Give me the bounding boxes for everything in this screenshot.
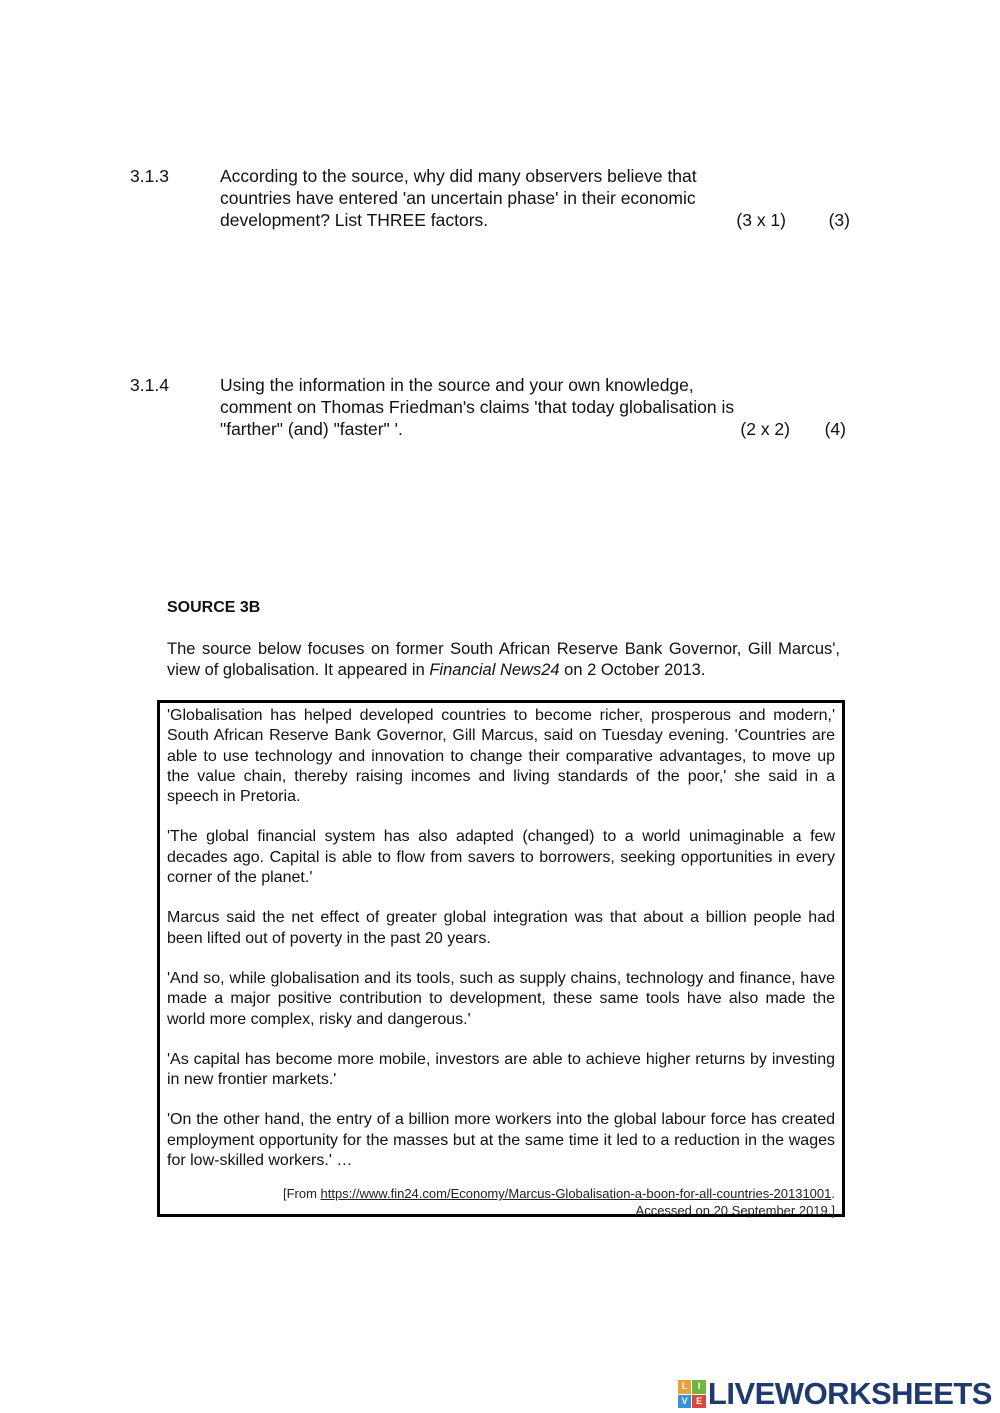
source-paragraph: 'The global financial system has also adapted (changed) to a world unimaginable a few decades ago. Capital is able to flow from savers to borrowers, seeking opportunities in every corner of the planet.' bbox=[167, 828, 835, 887]
source-paragraph: 'As capital has become more mobile, investors are able to achieve higher returns by investing in new frontier markets.' bbox=[167, 1050, 835, 1089]
total-marks: (4) bbox=[824, 419, 846, 439]
source-intro bbox=[167, 639, 840, 681]
liveworksheets-logo bbox=[678, 1376, 992, 1412]
source-paragraph: Marcus said the net effect of greater global integration was that about a billion people had been lifted out of poverty in the past 20 years. bbox=[167, 909, 835, 947]
question-line: "farther" (and) "faster" '. bbox=[220, 419, 403, 439]
total-marks: (3) bbox=[828, 210, 850, 230]
publication-name: Financial News24 bbox=[429, 661, 560, 679]
source-paragraph: 'Globalisation has helped developed countries to become richer, prosperous and modern,' South African Reserve Bank Governor, Gill Marcus, said on Tuesday evening. 'Countries are able to use technology and innovation to change their comparative advantages, to move up the value chain, thereby raising incomes and living standards of the poor,' she said in a speech in Pretoria. bbox=[167, 707, 835, 806]
logo-text: LIVEWORKSHEETS bbox=[707, 1376, 992, 1411]
citation-prefix: [From bbox=[282, 1186, 321, 1201]
citation-line bbox=[283, 1185, 835, 1202]
source-citation bbox=[283, 1185, 835, 1219]
badge-letter: E bbox=[692, 1395, 706, 1409]
badge-letter: V bbox=[678, 1395, 692, 1409]
source-paragraph: 'And so, while globalisation and its tools, such as supply chains, technology and finance, have made a major positive contribution to development, these same tools have also made the world more complex, risky and dangerous.' bbox=[167, 969, 835, 1028]
citation-accessed: Accessed on 20 September 2019.] bbox=[635, 1203, 835, 1218]
question-line: Using the information in the source and your own knowledge, bbox=[220, 375, 694, 395]
source-text bbox=[167, 706, 835, 1191]
live-badge-icon bbox=[678, 1380, 706, 1408]
source-box bbox=[157, 700, 845, 1217]
mark-allocation: (2 x 2) bbox=[740, 419, 790, 439]
question-line: According to the source, why did many observers believe that bbox=[220, 166, 697, 186]
question-text bbox=[220, 165, 790, 231]
question-line: countries have entered 'an uncertain phase' in their economic bbox=[220, 188, 696, 208]
source-intro-date: on 2 October 2013. bbox=[559, 661, 706, 679]
question-number: 3.1.3 bbox=[130, 166, 169, 186]
source-intro-text: The source below focuses on former South African Reserve Bank Governor, Gill Marcus', view of globalisation. It appeared in bbox=[167, 640, 840, 679]
source-paragraph: 'On the other hand, the entry of a billion more workers into the global labour force has created employment opportunity for the masses but at the same time it led to a reduction in the wages for low-skilled workers.' … bbox=[167, 1111, 835, 1170]
citation-link[interactable]: https://www.fin24.com/Economy/Marcus-Globalisation-a-boon-for-all-countries-20131001 bbox=[320, 1186, 832, 1201]
badge-letter: L bbox=[678, 1380, 692, 1394]
mark-allocation: (3 x 1) bbox=[736, 210, 786, 230]
question-number: 3.1.4 bbox=[130, 375, 169, 395]
question-line: comment on Thomas Friedman's claims 'that today globalisation is bbox=[220, 397, 735, 417]
question-line: development? List THREE factors. bbox=[220, 210, 489, 230]
source-heading: SOURCE 3B bbox=[167, 599, 261, 616]
citation-suffix: . bbox=[831, 1186, 835, 1201]
question-text bbox=[220, 374, 790, 440]
badge-letter: I bbox=[692, 1380, 706, 1394]
